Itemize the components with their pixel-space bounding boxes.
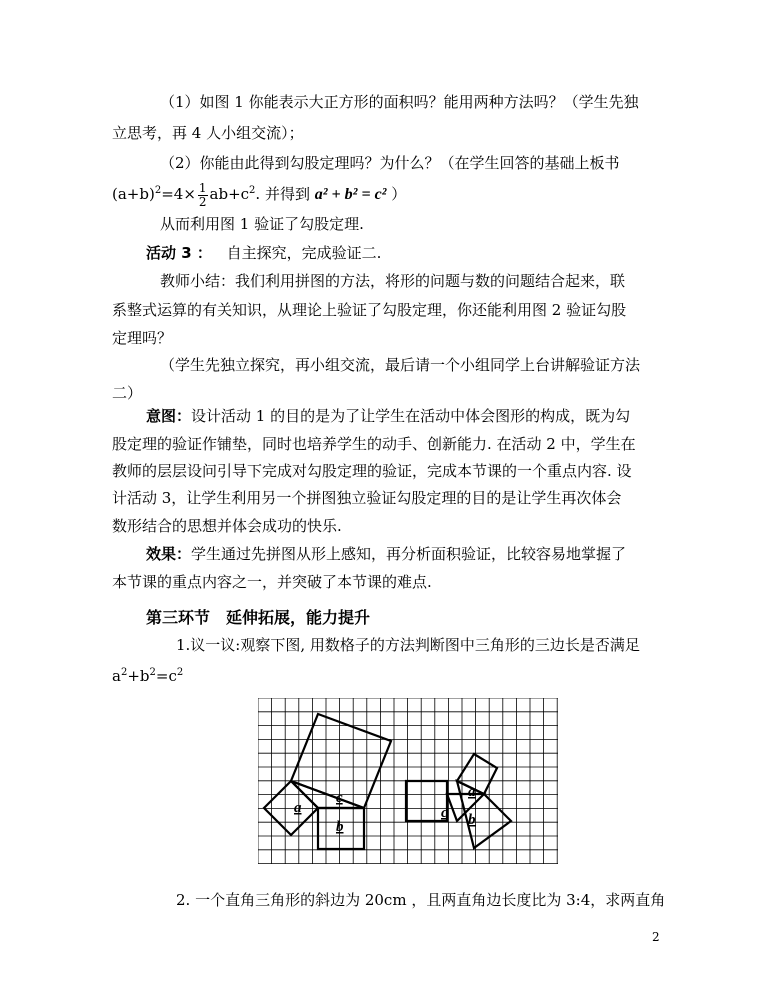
activity3-text: 自主探究，完成验证二. bbox=[226, 244, 382, 262]
label-right-a: a bbox=[468, 784, 476, 800]
exercise1-line1: 1.议一议:观察下图, 用数格子的方法判断图中三角形的三边长是否满足 bbox=[176, 636, 640, 654]
q2-formula-line bbox=[112, 178, 406, 209]
q1-line1: （1）如图 1 你能表示大正方形的面积吗？能用两种方法吗？（学生先独 bbox=[160, 93, 639, 111]
grid-figure bbox=[258, 698, 558, 865]
fraction-numerator: 1 bbox=[198, 180, 207, 195]
formula-close: ） bbox=[391, 185, 407, 203]
summary-line3: 定理吗？ bbox=[112, 329, 173, 347]
fraction-denominator: 2 bbox=[198, 194, 207, 209]
effect-label: 效果： bbox=[146, 545, 192, 563]
summary-line2: 系整式运算的有关知识，从理论上验证了勾股定理，你还能利用图 2 验证勾股 bbox=[112, 301, 627, 319]
formula-left: (a+b) bbox=[112, 185, 155, 203]
q1-line2: 立思考，再 4 人小组交流）； bbox=[112, 124, 304, 142]
label-left-b: b bbox=[336, 819, 344, 835]
formula-tail: . 并得到 bbox=[255, 185, 310, 203]
label-right-c: c bbox=[441, 805, 448, 821]
formula-sup2: 2 bbox=[249, 185, 256, 196]
intent-line2: 股定理的验证作铺垫，同时也培养学生的动手、创新能力. 在活动 2 中，学生在 bbox=[112, 435, 636, 453]
ex1-sup3: 2 bbox=[176, 667, 184, 678]
label-right-b: b bbox=[468, 812, 476, 828]
intent-line1 bbox=[146, 406, 630, 426]
activity3-label: 活动 3 ： bbox=[146, 244, 212, 262]
intent-text1: 设计活动 1 的目的是为了让学生在活动中体会图形的构成，既为勾 bbox=[191, 407, 631, 425]
intent-line4: 计活动 3，让学生利用另一个拼图独立验证勾股定理的目的是让学生再次体会 bbox=[112, 489, 622, 507]
fraction-half bbox=[198, 182, 208, 209]
explore-line1: （学生先独立探究，再小组交流，最后请一个小组同学上台讲解验证方法 bbox=[160, 356, 641, 374]
ex1-b: +b bbox=[127, 667, 150, 685]
intent-label: 意图： bbox=[146, 407, 192, 425]
pythagorean-equation: a² + b² = c² bbox=[314, 186, 387, 203]
intent-line5: 数形结合的思想并体会成功的快乐. bbox=[112, 517, 342, 535]
ex1-a: a bbox=[112, 667, 121, 685]
ex1-sup2: 2 bbox=[149, 667, 156, 678]
q2-line1: （2）你能由此得到勾股定理吗？为什么？（在学生回答的基础上板书 bbox=[160, 154, 620, 172]
verify-line: 从而利用图 1 验证了勾股定理. bbox=[160, 215, 364, 233]
ex1-c: =c bbox=[155, 667, 177, 685]
ex1-sup1: 2 bbox=[120, 667, 128, 678]
activity3-line bbox=[146, 243, 381, 263]
intent-line3: 教师的层层设问引导下完成对勾股定理的验证，完成本节课的一个重点内容. 设 bbox=[112, 462, 632, 480]
section-heading: 第三环节 延伸拓展，能力提升 bbox=[146, 608, 371, 627]
explore-line2: 二） bbox=[112, 384, 143, 402]
formula-mid: =4× bbox=[161, 185, 196, 203]
formula-sup1: 2 bbox=[154, 185, 162, 196]
label-left-c: c bbox=[336, 790, 343, 806]
exercise1-line2 bbox=[112, 663, 183, 686]
summary-line1: 教师小结：我们利用拼图的方法，将形的问题与数的问题结合起来，联 bbox=[160, 272, 626, 290]
effect-line2: 本节课的重点内容之一，并突破了本节课的难点. bbox=[112, 573, 432, 591]
label-left-a: a bbox=[294, 800, 302, 816]
page-number: 2 bbox=[652, 930, 660, 944]
exercise2-line: 2. 一个直角三角形的斜边为 20cm ，且两直角边长度比为 3:4，求两直角 bbox=[176, 891, 666, 909]
formula-right: ab+c bbox=[209, 185, 250, 203]
effect-line1 bbox=[146, 544, 626, 564]
effect-text1: 学生通过先拼图从形上感知，再分析面积验证，比较容易地掌握了 bbox=[191, 545, 627, 563]
